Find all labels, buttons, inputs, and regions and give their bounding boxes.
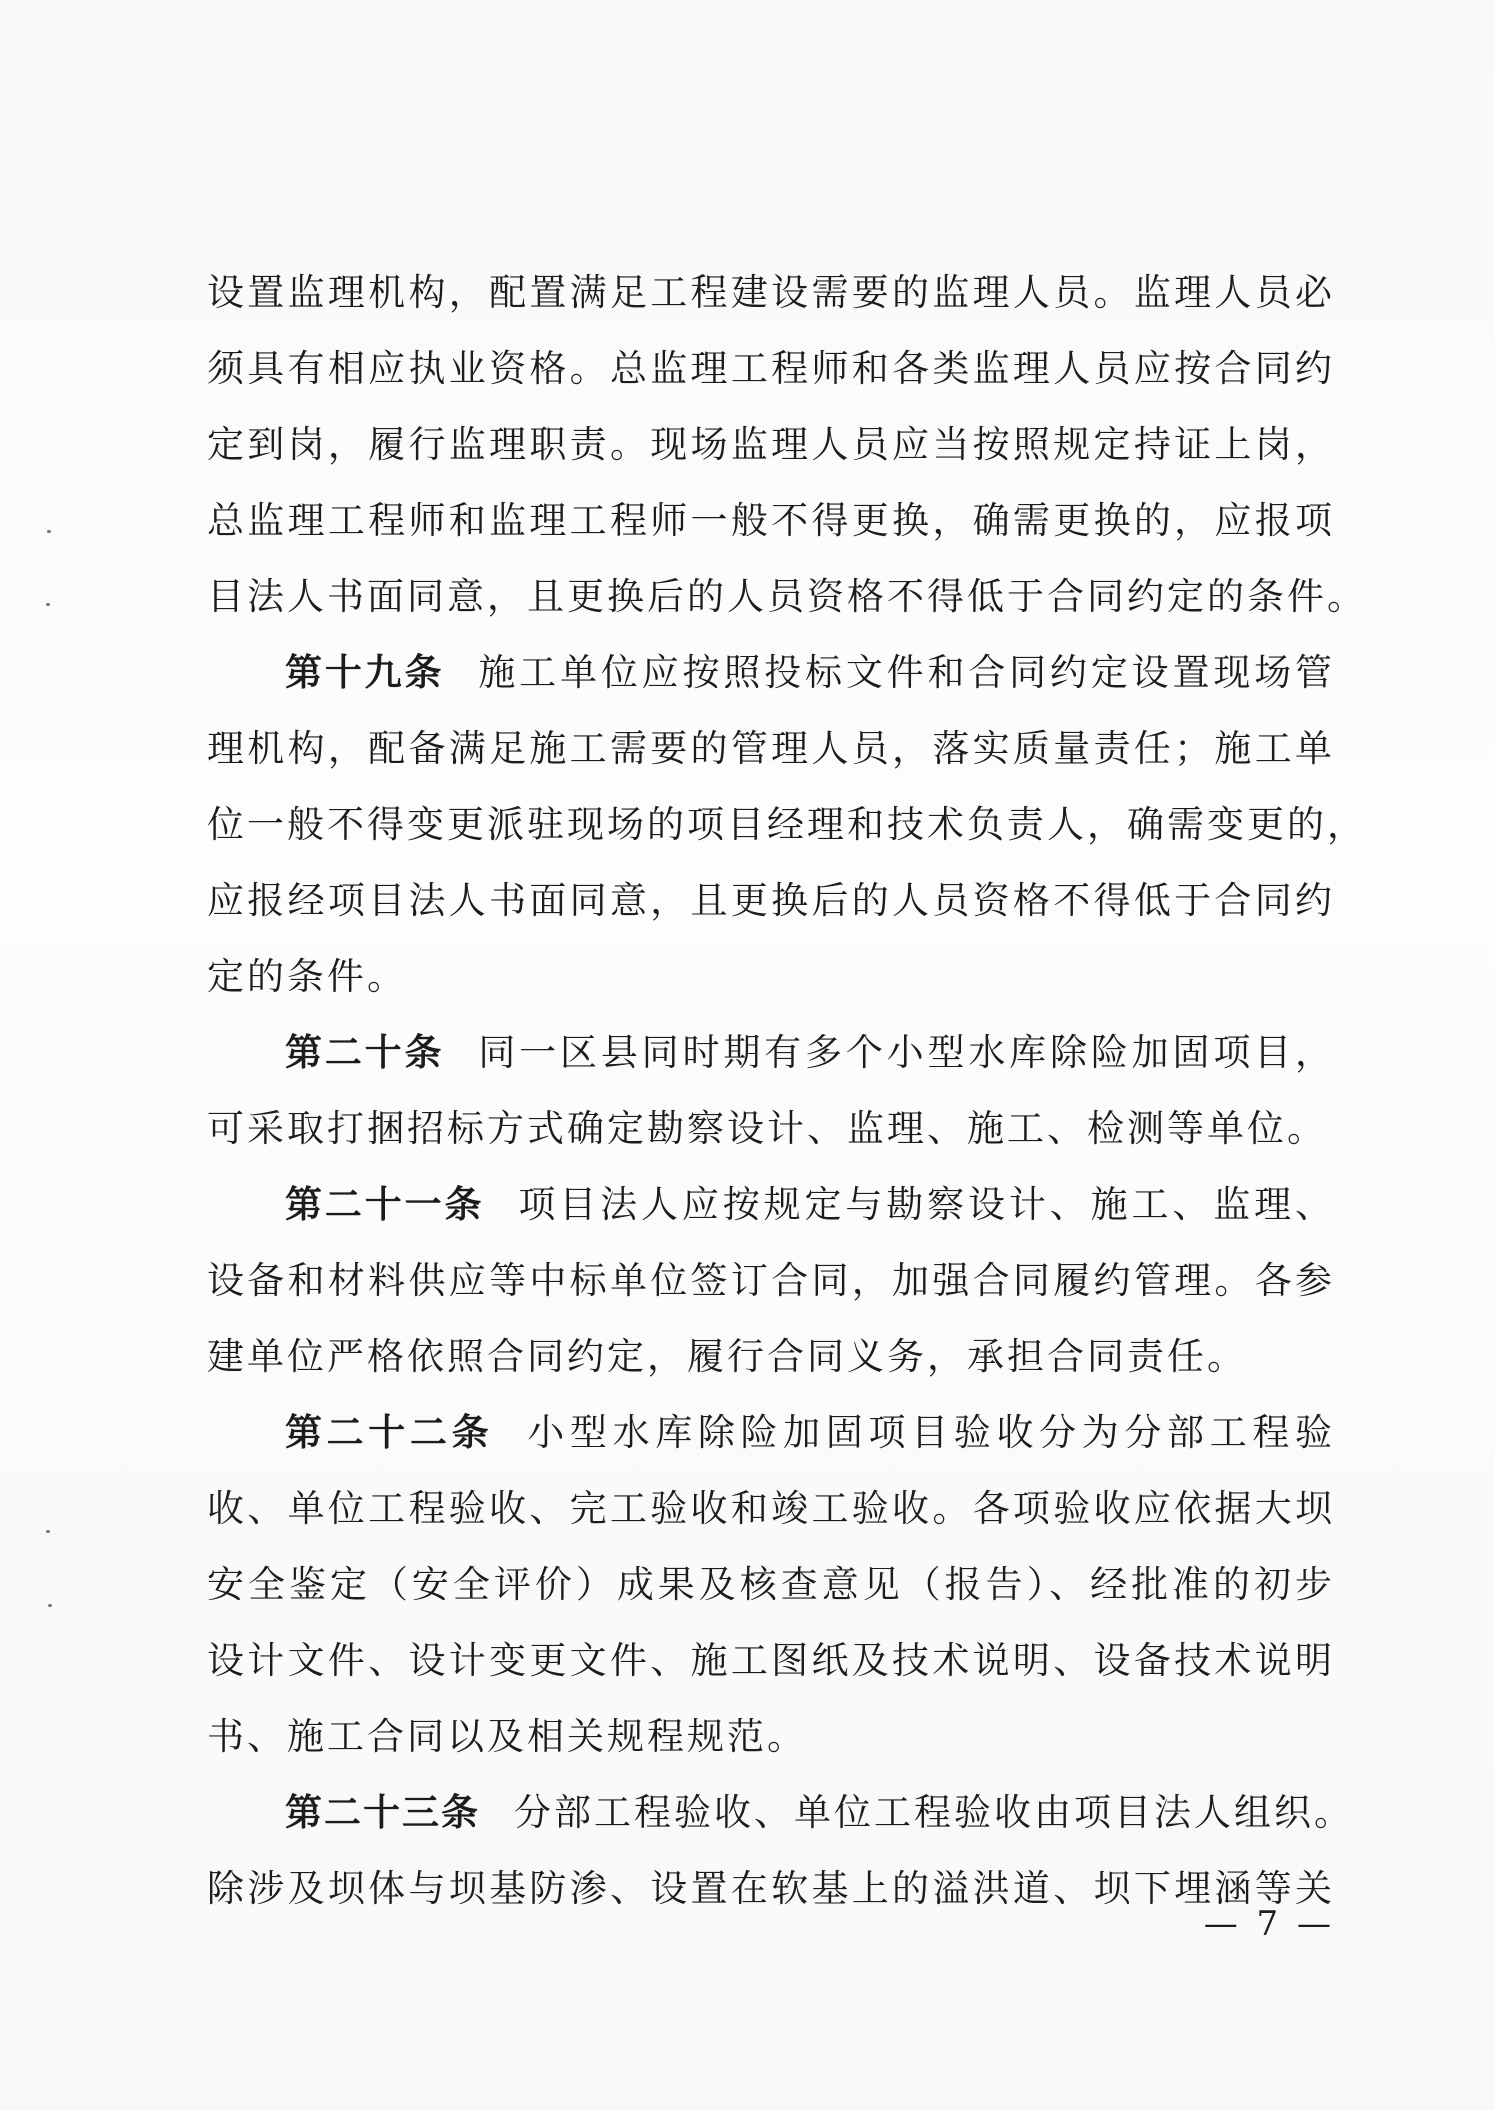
article-23-first-line [285,1782,1354,1844]
scan-speck [48,1604,52,1607]
text-line: 设置监理机构，配置满足工程建设需要的监理人员。监理人员必 [207,271,1335,314]
text-line: 设备和材料供应等中标单位签订合同，加强合同履约管理。各参 [207,1259,1335,1302]
article-title: 第二十三条 [285,1791,480,1834]
article-title: 第十九条 [285,651,445,694]
article-text: 小型水库除险加固项目验收分为分部工程验 [527,1411,1336,1454]
page-number: — 7 — [1203,1904,1335,1944]
scan-speck [47,530,51,533]
text-line: 安全鉴定（安全评价）成果及核查意见（报告）、经批准的初步 [207,1563,1335,1606]
text-line: 建单位严格依照合同约定，履行合同义务，承担合同责任。 [207,1335,1247,1378]
article-text: 同一区县同时期有多个小型水库除险加固项目， [478,1031,1336,1074]
scan-speck [46,1530,50,1533]
text-line: 总监理工程师和监理工程师一般不得更换，确需更换的，应报项 [207,499,1335,542]
article-text: 项目法人应按规定与勘察设计、施工、监理、 [518,1183,1335,1226]
text-line: 定到岗，履行监理职责。现场监理人员应当按照规定持证上岗， [207,423,1335,466]
article-21-first-line [285,1174,1335,1236]
text-line: 定的条件。 [207,955,407,998]
text-line: 应报经项目法人书面同意，且更换后的人员资格不得低于合同约 [207,879,1335,922]
text-line: 须具有相应执业资格。总监理工程师和各类监理人员应按合同约 [207,347,1335,390]
article-20-first-line [285,1022,1335,1084]
article-text: 施工单位应按照投标文件和合同约定设置现场管 [478,651,1336,694]
article-text: 分部工程验收、单位工程验收由项目法人组织。 [514,1791,1354,1834]
scan-speck [46,603,50,606]
text-line: 除涉及坝体与坝基防渗、设置在软基上的溢洪道、坝下埋涵等关 [207,1867,1335,1910]
text-line: 设计文件、设计变更文件、施工图纸及技术说明、设备技术说明 [207,1639,1335,1682]
article-title: 第二十二条 [285,1411,494,1454]
article-title: 第二十一条 [285,1183,485,1226]
text-line: 收、单位工程验收、完工验收和竣工验收。各项验收应依据大坝 [207,1487,1335,1530]
text-line: 可采取打捆招标方式确定勘察设计、监理、施工、检测等单位。 [207,1107,1327,1150]
text-line: 目法人书面同意，且更换后的人员资格不得低于合同约定的条件。 [207,575,1367,618]
article-title: 第二十条 [285,1031,445,1074]
article-19-first-line [285,642,1335,704]
article-22-first-line [285,1402,1335,1464]
text-line: 理机构，配备满足施工需要的管理人员，落实质量责任；施工单 [207,727,1335,770]
text-line: 位一般不得变更派驻现场的项目经理和技术负责人，确需变更的， [207,803,1367,846]
text-line: 书、施工合同以及相关规程规范。 [207,1715,807,1758]
